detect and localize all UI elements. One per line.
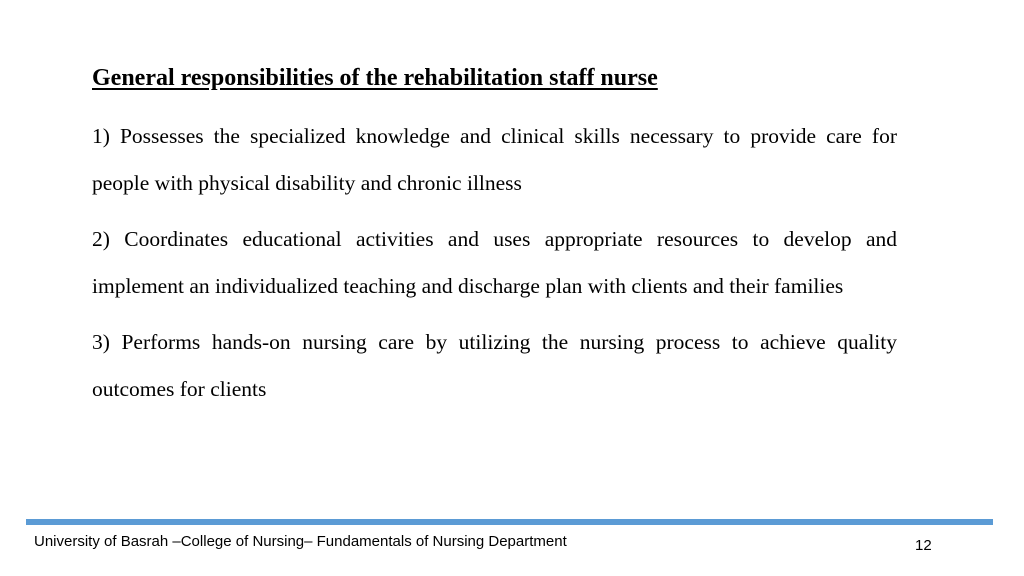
footer-divider	[26, 519, 993, 525]
responsibility-item-3: 3) Performs hands-on nursing care by utilizing the nursing process to achieve quality outcomes for clients	[92, 330, 897, 401]
footer-text: University of Basrah –College of Nursing– Fundamentals of Nursing Department	[34, 533, 567, 550]
slide-title: General responsibilities of the rehabilitation staff nurse	[92, 65, 658, 91]
page-number: 12	[915, 537, 932, 554]
responsibility-item-1: 1) Possesses the specialized knowledge and clinical skills necessary to provide care for people with physical disability and chronic illness	[92, 124, 897, 195]
slide-content	[92, 58, 897, 422]
responsibility-item-2: 2) Coordinates educational activities and uses appropriate resources to develop and implement an individualized teaching and discharge plan with clients and their families	[92, 227, 897, 298]
